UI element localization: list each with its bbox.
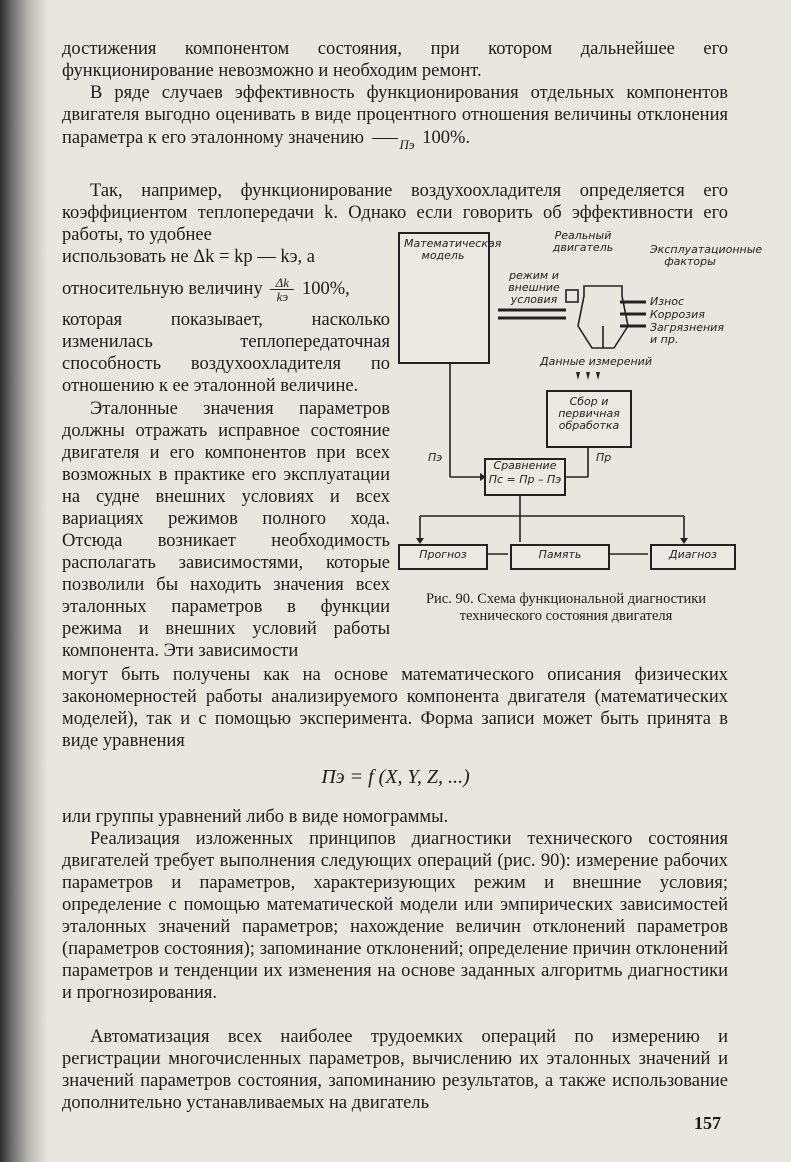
relative-value-label: относительную величину	[62, 278, 263, 299]
paragraph-3-line-2	[62, 276, 390, 303]
page-number: 157	[694, 1113, 721, 1133]
real-engine-label: Реальный двигатель	[552, 229, 614, 254]
math-model-label: Математическая модель	[404, 237, 502, 262]
paragraph-3-narrow	[62, 246, 390, 397]
fraction-relative	[270, 276, 294, 303]
paragraph-2-percent: 100%.	[422, 127, 471, 148]
paragraph-4-full: могут быть получены как на основе математического описания физических закономерностей работы анализируемого компонента двигателя (математических моделей), так и с помощью эксперимента. Форма записи может быть принята в виде уравнения	[62, 665, 728, 751]
wear-label: Износ	[650, 295, 685, 308]
paragraph-3-full: Так, например, функционирование воздухоохладителя определяется его коэффициентом теплопередачи k. Однако если говорить об эффективности его работы, то удобнее	[62, 181, 728, 245]
equation: Пэ = f (X, Y, Z, ...)	[321, 766, 470, 788]
fraction-delta-over-ref	[372, 126, 415, 151]
fraction-denominator: Пэ	[399, 137, 415, 152]
fraction-denominator: kэ	[276, 289, 289, 304]
paragraph-6: Реализация изложенных принципов диагностики технического состояния двигателей требует выполнения следующих операций (рис. 90): измерение рабочих параметров и параметров, характеризующих режим и внешние условия; определение с помощью математической модели или эмпирических зависимостей эталонных значений параметров; нахождение величин отклонений параметров (параметров состояния); запоминание отклонений; определение причин отклонений параметров и тенденции их изменения на основе заданных алгоритмь диагностики и прогнозирования.	[62, 829, 728, 1003]
p-real-label: Пр	[596, 451, 612, 464]
paragraph-4-narrow: Эталонные значения параметров должны отражать исправное состояние двигателя и его компонентов при всех возможных в практике его эксплуатации на судне внешних условиях и всех вариациях режимов полного хода. Отсюда возникает необходимость располагать зависимостями, которые позволили бы находить значения всех эталонных параметров в функции режима и внешних условий работы компонента. Эти зависимости	[62, 399, 390, 661]
paragraph-5: или группы уравнений либо в виде номограммы.	[62, 807, 449, 827]
paragraph-2-text: В ряде случаев эффективность функционирования отдельных компонентов двигателя выгодно оценивать в виде процентного отношения величины отклонения параметра к его эталонному значению	[62, 83, 728, 148]
memory-label: Память	[538, 548, 582, 561]
paragraph-7: Автоматизация всех наиболее трудоемких операций по измерению и регистрации многочисленных параметров, вычислению их эталонных значений и значений параметров состояния, запоминанию результатов, а также использование дополнительно устанавливаемых на двигатель	[62, 1027, 728, 1113]
paragraph-3-line-3: которая показывает, насколько изменилась теплопередаточная способность воздухоохладителя по отношению к ее эталонной величине.	[62, 310, 390, 396]
p-ref-label: Пэ	[428, 451, 443, 464]
forecast-label: Прогноз	[419, 548, 467, 561]
measurement-data-label: Данные измерений	[540, 355, 652, 368]
fraction-numerator: Δk	[270, 276, 294, 290]
collection-label: Сбор и первичная обработка	[558, 395, 620, 432]
diagnosis-label: Диагноз	[668, 548, 718, 561]
paragraph-2	[62, 82, 728, 151]
comparison-formula: Пс = Пр – Пэ	[488, 473, 562, 486]
diagnostics-diagram	[398, 226, 763, 586]
paragraph-3-line-1: использовать не Δk = kр — kэ, а	[62, 247, 315, 267]
corrosion-label: Коррозия	[650, 308, 705, 321]
mode-conditions-label: режим и внешние условия	[508, 269, 560, 306]
relative-value-percent: 100%,	[301, 278, 350, 299]
comparison-label: Сравнение	[493, 459, 557, 472]
fouling-label: Загрязнения и пр.	[650, 321, 724, 346]
paragraph-1: достижения компонентом состояния, при котором дальнейшее его функционирование невозможно и необходим ремонт.	[62, 39, 728, 81]
figure-caption: Рис. 90. Схема функциональной диагностики технического состояния двигателя	[425, 591, 707, 624]
operating-factors-label: Эксплуатационные факторы	[650, 243, 763, 268]
